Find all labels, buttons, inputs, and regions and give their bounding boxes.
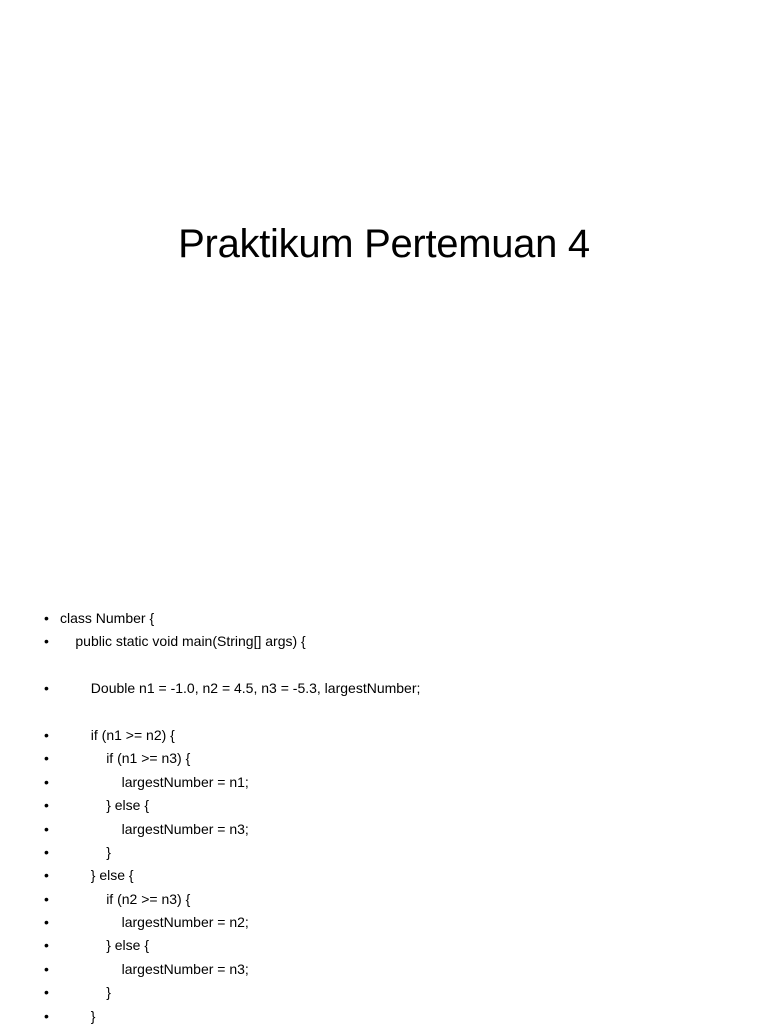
bullet-icon: • [44,726,49,743]
bullet-icon: • [44,984,49,1001]
code-line-text: largestNumber = n1; [121,773,249,790]
bullet-icon: • [44,680,49,697]
code-line-text: if (n1 >= n3) { [106,750,191,767]
slide-title: Praktikum Pertemuan 4 [178,222,590,266]
bullet-icon: • [44,867,49,884]
bullet-icon: • [44,843,49,860]
code-line-text: } [106,843,111,860]
code-line-text: largestNumber = n2; [121,914,249,931]
bullet-icon: • [44,937,49,954]
bullet-icon: • [44,890,49,907]
bullet-icon: • [44,914,49,931]
bullet-icon: • [44,1007,49,1024]
bullet-icon: • [44,750,49,767]
bullet-icon: • [44,610,49,626]
bullet-icon: • [44,633,49,650]
bullet-icon: • [44,797,49,814]
code-line-text: } else { [106,797,150,814]
code-line-text: } [90,1007,96,1024]
bullet-icon: • [44,820,49,837]
code-line-text: } else { [106,937,150,954]
code-line-text: } [106,984,111,1001]
code-line-text: if (n1 >= n2) { [90,726,175,743]
bullet-icon: • [44,773,49,790]
bullet-icon: • [44,960,49,977]
code-line-text: class Number { [60,610,155,626]
code-line-text: largestNumber = n3; [121,820,249,837]
code-line-text: } else { [90,867,134,884]
code-line-text: Double n1 = -1.0, n2 = 4.5, n3 = -5.3, largestNumber; [90,680,421,697]
code-line-text: largestNumber = n3; [121,960,249,977]
code-line-text: if (n2 >= n3) { [106,890,191,907]
code-line-text: public static void main(String[] args) { [75,633,306,650]
